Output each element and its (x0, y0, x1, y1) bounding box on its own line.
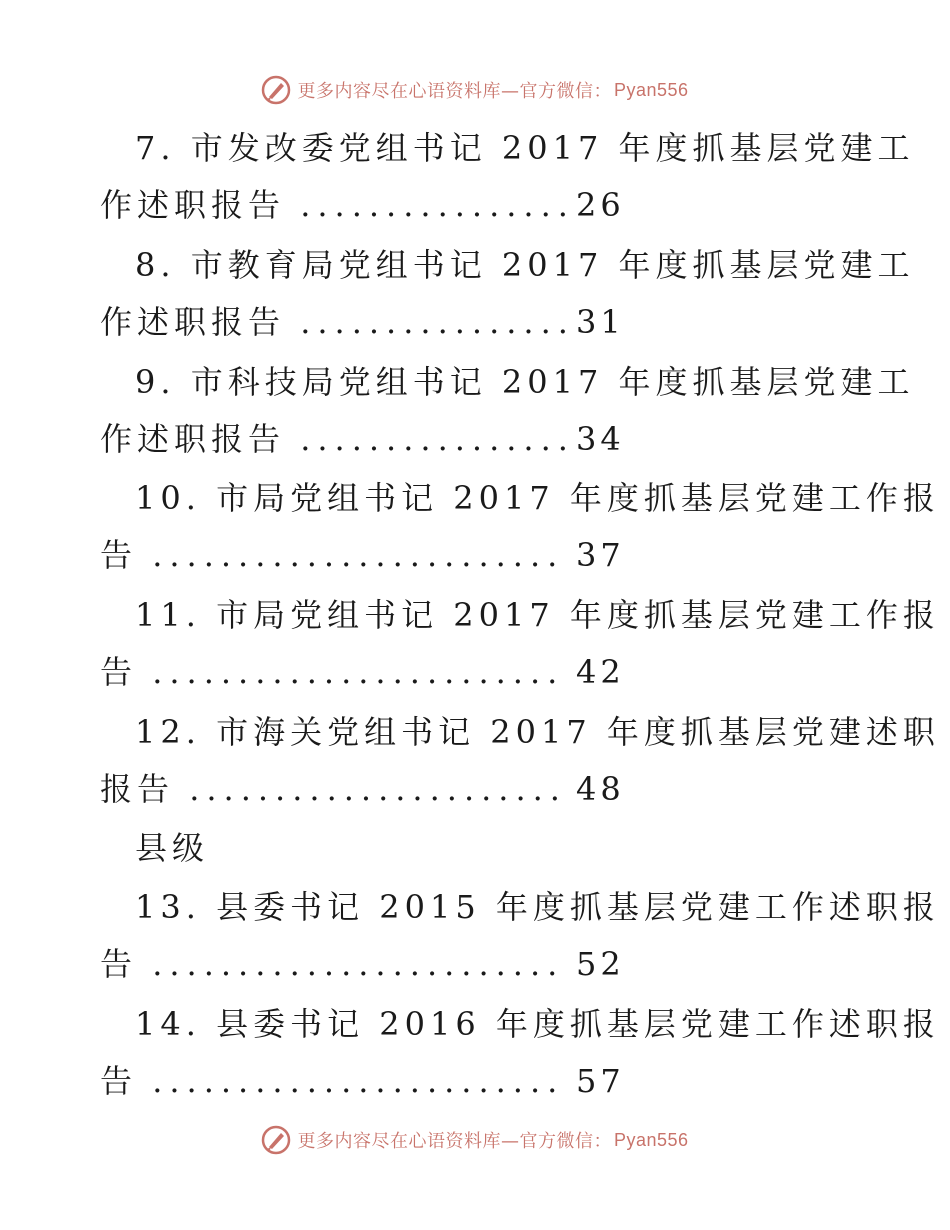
toc-entry-title[interactable]: 12. 市海关党组书记 2017 年度抓基层党建述职 (135, 713, 940, 751)
toc-leader-dots: ........................ (152, 945, 565, 983)
toc-leader-dots: ........................ (152, 653, 565, 691)
toc-entry-continuation[interactable] (100, 1061, 564, 1101)
watermark-wechat-id: Pyan556 (613, 79, 689, 100)
toc-entry-continuation[interactable] (100, 944, 564, 984)
toc-entry-title[interactable]: 11. 市局党组书记 2017 年度抓基层党建工作报 (135, 596, 940, 634)
toc-leader-dots: ................ (300, 420, 575, 458)
toc-entry-title[interactable]: 13. 县委书记 2015 年度抓基层党建工作述职报 (135, 888, 940, 926)
toc-page-number: 34 (576, 420, 625, 458)
watermark-banner-top (0, 70, 950, 110)
watermark-banner-bottom (0, 1120, 950, 1160)
toc-leader-dots: ...................... (189, 770, 567, 808)
toc-entry-title[interactable]: 14. 县委书记 2016 年度抓基层党建工作述职报 (135, 1005, 940, 1043)
toc-page-number: 37 (576, 536, 625, 574)
toc-entry-continuation[interactable] (100, 185, 575, 225)
toc-leader-dots: ................ (300, 303, 575, 341)
toc-entry-text: 告 (100, 1062, 138, 1100)
toc-entry-continuation[interactable] (100, 652, 564, 692)
toc-page-number: 42 (576, 653, 625, 691)
toc-leader-dots: ........................ (152, 536, 565, 574)
toc-entry-continuation[interactable] (100, 302, 575, 342)
toc-entry-text: 作述职报告 (100, 186, 286, 224)
toc-entry-text: 报告 (100, 770, 175, 808)
toc-entry-continuation[interactable] (100, 419, 575, 459)
toc-leader-dots: ........................ (152, 1062, 565, 1100)
toc-page-number: 52 (576, 945, 625, 983)
toc-page-number: 57 (576, 1062, 625, 1100)
toc-page-number: 26 (576, 186, 625, 224)
toc-section-heading: 县级 (135, 829, 210, 867)
toc-entry-title[interactable]: 8. 市教育局党组书记 2017 年度抓基层党建工 (135, 246, 915, 284)
watermark-wechat-id: Pyan556 (613, 1129, 689, 1150)
toc-entry-text: 作述职报告 (100, 420, 286, 458)
quill-pen-seal-icon (261, 1125, 291, 1155)
watermark-text: 更多内容尽在心语资料库—官方微信： (297, 1131, 612, 1152)
toc-entry-title[interactable]: 9. 市科技局党组书记 2017 年度抓基层党建工 (135, 363, 915, 401)
toc-entry-text: 告 (100, 945, 138, 983)
toc-leader-dots: ................ (300, 186, 575, 224)
toc-entry-text: 告 (100, 536, 138, 574)
toc-entry-continuation[interactable] (100, 769, 567, 809)
toc-page-number: 48 (576, 770, 625, 808)
toc-entry-text: 告 (100, 653, 138, 691)
toc-entry-continuation[interactable] (100, 535, 564, 575)
toc-page-number: 31 (576, 303, 625, 341)
quill-pen-seal-icon (261, 75, 291, 105)
toc-entry-title[interactable]: 10. 市局党组书记 2017 年度抓基层党建工作报 (135, 479, 940, 517)
toc-entry-text: 作述职报告 (100, 303, 286, 341)
watermark-text: 更多内容尽在心语资料库—官方微信： (297, 81, 612, 102)
toc-entry-title[interactable]: 7. 市发改委党组书记 2017 年度抓基层党建工 (135, 129, 915, 167)
